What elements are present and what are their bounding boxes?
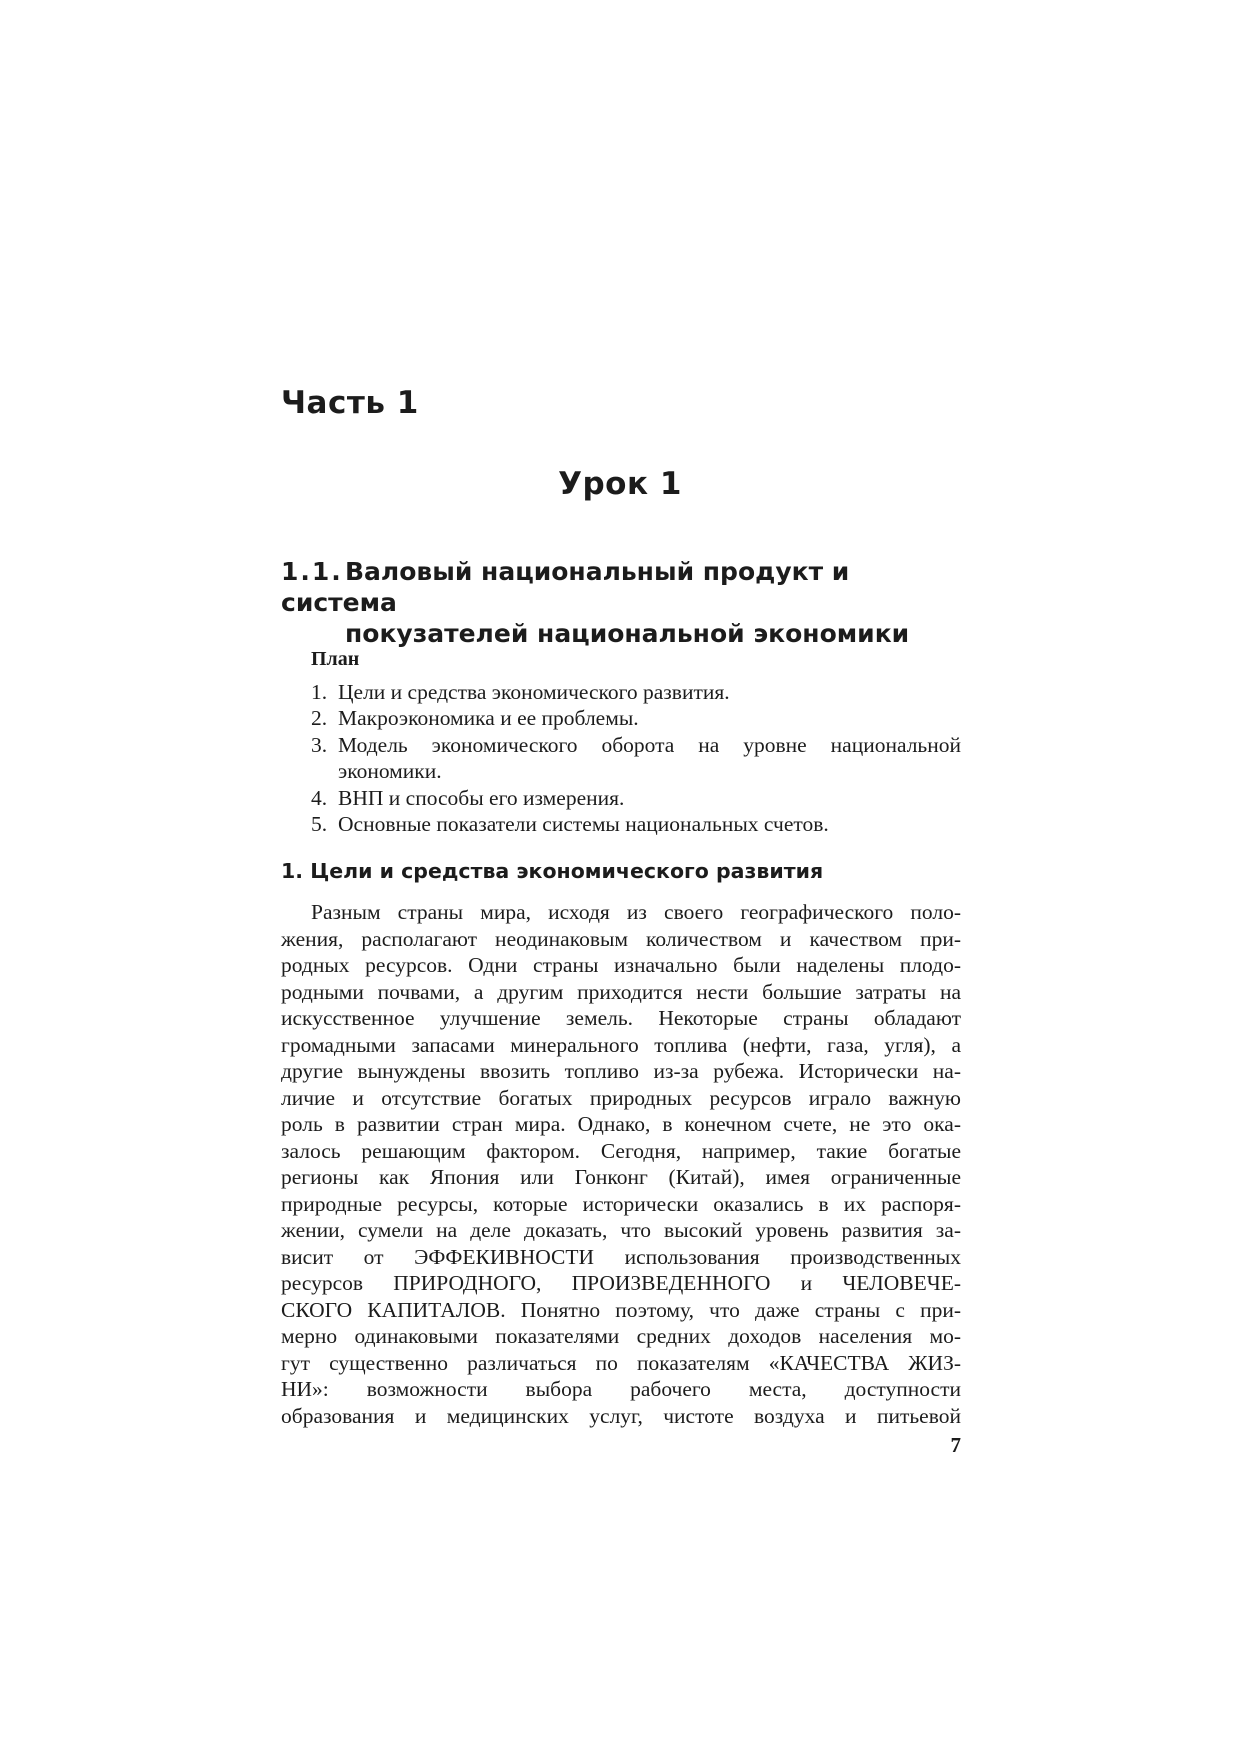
plan-item-number: 4.	[311, 785, 328, 810]
section-number: 1.1.	[281, 557, 343, 586]
paragraph-line: Разным страны мира, исходя из своего географического поло-	[311, 900, 961, 924]
paragraph-line: образования и медицинских услуг, чистоте воздуха и питьевой	[281, 1403, 961, 1428]
plan-item	[281, 785, 961, 812]
body-paragraph	[281, 899, 961, 1429]
paragraph-line: СКОГО КАПИТАЛОВ. Понятно поэтому, что даже страны с при-	[281, 1297, 961, 1322]
plan-block	[281, 646, 961, 838]
paragraph-line: роль в развитии стран мира. Однако, в конечном счете, не это ока-	[281, 1112, 961, 1136]
plan-item	[281, 679, 961, 706]
plan-heading: План	[311, 648, 360, 670]
paragraph-line: регионы как Япония или Гонконг (Китай), имея ограниченные	[281, 1165, 961, 1189]
plan-item-text: ВНП и способы его измерения.	[338, 785, 625, 810]
plan-item-text: Цели и средства экономического развития.	[338, 679, 730, 704]
plan-list	[281, 679, 961, 838]
page-number: 7	[950, 1433, 961, 1457]
plan-item	[281, 705, 961, 732]
plan-item-text: Макроэкономика и ее проблемы.	[338, 706, 639, 730]
section-title	[281, 556, 961, 649]
section-title-line-2: покузателей национальной экономики	[345, 619, 910, 648]
part-title: Часть 1	[281, 385, 419, 421]
paragraph-line: мерно одинаковыми показателями средних доходов населения мо-	[281, 1324, 961, 1348]
section-title-line-1: Валовый национальный продукт и система	[281, 557, 850, 617]
plan-item-text: Модель экономического оборота на уровне национальной экономики.	[338, 732, 961, 783]
paragraph-line: родными почвами, а другим приходится нести большие затраты на	[281, 979, 961, 1004]
plan-item-text: Основные показатели системы национальных счетов.	[338, 812, 829, 836]
plan-item-number: 3.	[311, 732, 328, 757]
paragraph-line: висит от ЭФФЕКИВНОСТИ использования производственных	[281, 1244, 961, 1269]
paragraph-line: ресурсов ПРИРОДНОГО, ПРОИЗВЕДЕННОГО и ЧЕЛОВЕЧЕ-	[281, 1271, 961, 1295]
lesson-title: Урок 1	[558, 466, 682, 502]
paragraph-line: НИ»: возможности выбора рабочего места, доступности	[281, 1377, 961, 1401]
paragraph-line: гут существенно различаться по показателям «КАЧЕСТВА ЖИЗ-	[281, 1350, 961, 1375]
paragraph-line: другие вынуждены ввозить топливо из-за рубежа. Исторически на-	[281, 1059, 961, 1083]
plan-item	[281, 732, 961, 785]
paragraph-line: искусственное улучшение земель. Некоторые страны обладают	[281, 1006, 961, 1030]
paragraph-line: жении, сумели на деле доказать, что высокий уровень развития за-	[281, 1218, 961, 1242]
paragraph-line: залось решающим фактором. Сегодня, например, такие богатые	[281, 1138, 961, 1163]
plan-item-number: 5.	[311, 812, 328, 836]
plan-item	[281, 811, 961, 838]
plan-item-number: 1.	[311, 679, 328, 704]
paragraph-line: личие и отсутствие богатых природных ресурсов играло важную	[281, 1085, 961, 1110]
paragraph-line: родных ресурсов. Одни страны изначально были наделены плодо-	[281, 953, 961, 977]
plan-item-number: 2.	[311, 706, 328, 730]
paragraph-line: громадными запасами минерального топлива (нефти, газа, угля), а	[281, 1032, 961, 1057]
paragraph-line: природные ресурсы, которые исторически оказались в их распоря-	[281, 1191, 961, 1216]
paragraph-line: жения, располагают неодинаковым количеством и качеством при-	[281, 926, 961, 951]
subsection-title: 1. Цели и средства экономического развития	[281, 859, 824, 883]
